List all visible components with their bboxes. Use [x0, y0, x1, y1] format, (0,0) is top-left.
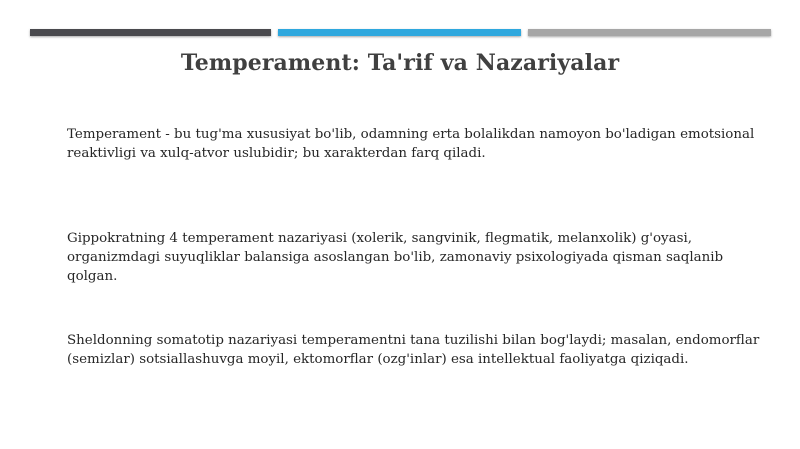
- paragraph-hippocrates: Gippokratning 4 temperament nazariyasi (xolerik, sangvinik, flegmatik, melanxolik) g'oyasi, organizmdagi suyuqliklar balansiga asoslangan bo'lib, zamonaviy psixologiyada qisman saqlanib qolgan.: [67, 231, 724, 284]
- slide-title: Temperament: Ta'rif va Nazariyalar: [180, 50, 620, 76]
- paragraph-definition: Temperament - bu tug'ma xususiyat bo'lib, odamning erta bolalikdan namoyon bo'ladigan emotsional reaktivligi va xulq-atvor uslubidir; bu xarakterdan farq qiladi.: [67, 127, 755, 161]
- accent-bar-blue: [278, 29, 521, 36]
- accent-bar-gray: [528, 29, 771, 36]
- accent-bar-dark: [30, 29, 271, 36]
- accent-bars: [30, 29, 771, 37]
- paragraph-sheldon: Sheldonning somatotip nazariyasi temperamentni tana tuzilishi bilan bog'laydi; masalan, endomorflar (semizlar) sotsiallashuvga moyil, ektomorflar (ozg'inlar) esa intellektual faoliyatga qiziqadi.: [67, 333, 760, 367]
